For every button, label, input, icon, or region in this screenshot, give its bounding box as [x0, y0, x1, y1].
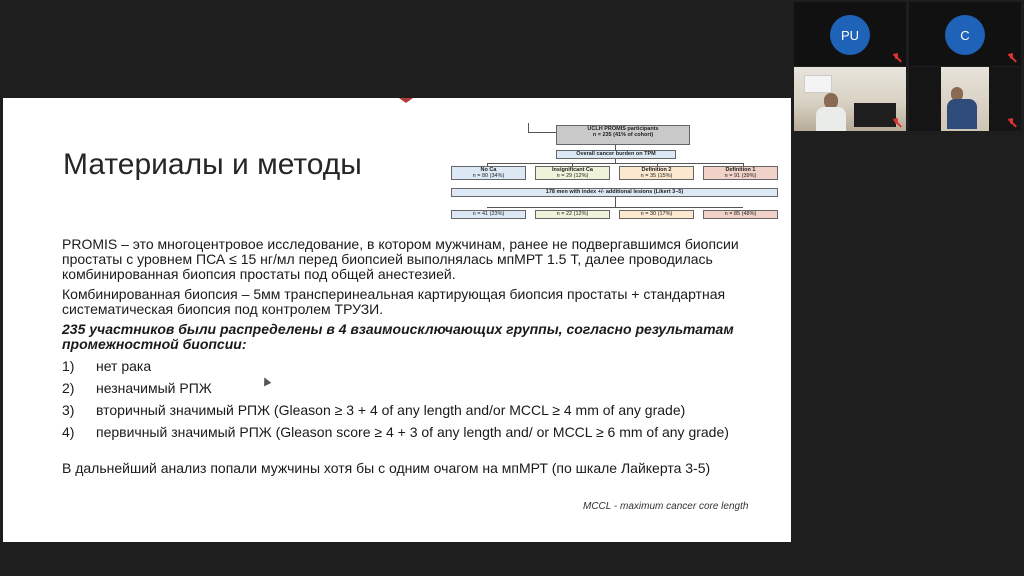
flowchart-top-box	[556, 125, 690, 145]
flowchart-group-label: No Ca	[480, 167, 497, 173]
paragraph-groups-intro: 235 участников были распределены в 4 взаимоисключающих группы, согласно результатам промежностной биопсии:	[62, 321, 734, 352]
flowchart-group-n: n = 29 (12%)	[556, 173, 589, 179]
person-body	[816, 107, 846, 131]
footnote-mccl: MCCL - maximum cancer core length	[583, 501, 749, 512]
flowchart-result-4: n = 85 (48%)	[703, 210, 778, 219]
flowchart-group-label: Insignificant Ca	[552, 167, 593, 173]
participant-video-1[interactable]	[794, 67, 906, 131]
paragraph-combined-biopsy: Комбинированная биопсия – 5мм трансперинеальная картирующая биопсия простаты + стандартная систематическая биопсия под контролем ТРУЗИ.	[62, 286, 726, 317]
flowchart-group-n: n = 35 (15%)	[640, 173, 673, 179]
paragraph-analysis: В дальнейший анализ попали мужчины хотя бы с одним очагом на мпМРТ (по шкале Лайкерта 3-5)	[62, 460, 711, 476]
flowchart-result-1: n = 41 (23%)	[451, 210, 526, 219]
list-number: 4)	[62, 424, 75, 440]
list-text: первичный значимый РПЖ (Gleason score ≥ 4 + 3 of any length and/ or MCCL ≥ 6 mm of any grade)	[96, 424, 729, 440]
flowchart-group-definition-1	[703, 166, 778, 180]
muted-mic-icon	[892, 53, 901, 62]
list-text: вторичный значимый РПЖ (Gleason ≥ 3 + 4 of any length and/or MCCL ≥ 4 mm of any grade)	[96, 402, 686, 418]
flowchart-group-insignificant	[535, 166, 610, 180]
flowchart-top-line2: n = 235 (41% of cohort)	[592, 132, 654, 138]
list-number: 2)	[62, 380, 75, 396]
person-body	[947, 99, 977, 129]
participant-video-2[interactable]	[909, 67, 1021, 131]
list-text: незначимый РПЖ	[96, 380, 212, 396]
muted-mic-icon	[1007, 118, 1016, 127]
avatar: C	[945, 15, 985, 55]
muted-mic-icon	[892, 118, 901, 127]
flowchart-index-box: 178 men with index +/- additional lesions (Likert 3–5)	[451, 188, 778, 197]
wall-poster	[804, 75, 832, 93]
monitor	[854, 103, 896, 127]
participant-tile-c[interactable]	[909, 2, 1021, 66]
paragraph-promis: PROMIS – это многоцентровое исследование, в котором мужчинам, ранее не подвергавшимся биопсии простаты с уровнем ПСА ≤ 15 нг/мл перед биопсией выполнялась мпМРТ 1.5 Т, далее проводилась комбинированная биопсия простаты под общей анестезией.	[62, 236, 739, 282]
list-text: нет рака	[96, 358, 152, 374]
flowchart-result-3: n = 30 (17%)	[619, 210, 694, 219]
flowchart-group-n: n = 91 (39%)	[724, 173, 757, 179]
flowchart-result-2: n = 22 (12%)	[535, 210, 610, 219]
participant-tile-pu[interactable]	[794, 2, 906, 66]
list-number: 3)	[62, 402, 75, 418]
flowchart-top-line1: UCLH PROMIS participants	[587, 126, 659, 132]
muted-mic-icon	[1007, 53, 1016, 62]
flowchart-group-label: Definition 1	[725, 167, 756, 173]
flowchart-burden-box: Overall cancer burden on TPM	[556, 150, 676, 159]
flowchart-group-n: n = 80 (34%)	[472, 173, 505, 179]
flowchart-group-definition-2	[619, 166, 694, 180]
slide-top-marker	[399, 98, 413, 103]
flowchart-group-label: Definition 2	[641, 167, 672, 173]
promis-flowchart	[441, 123, 791, 220]
list-number: 1)	[62, 358, 75, 374]
shared-slide	[3, 98, 791, 542]
flowchart-group-no-ca	[451, 166, 526, 180]
avatar: PU	[830, 15, 870, 55]
slide-title: Материалы и методы	[63, 148, 362, 181]
